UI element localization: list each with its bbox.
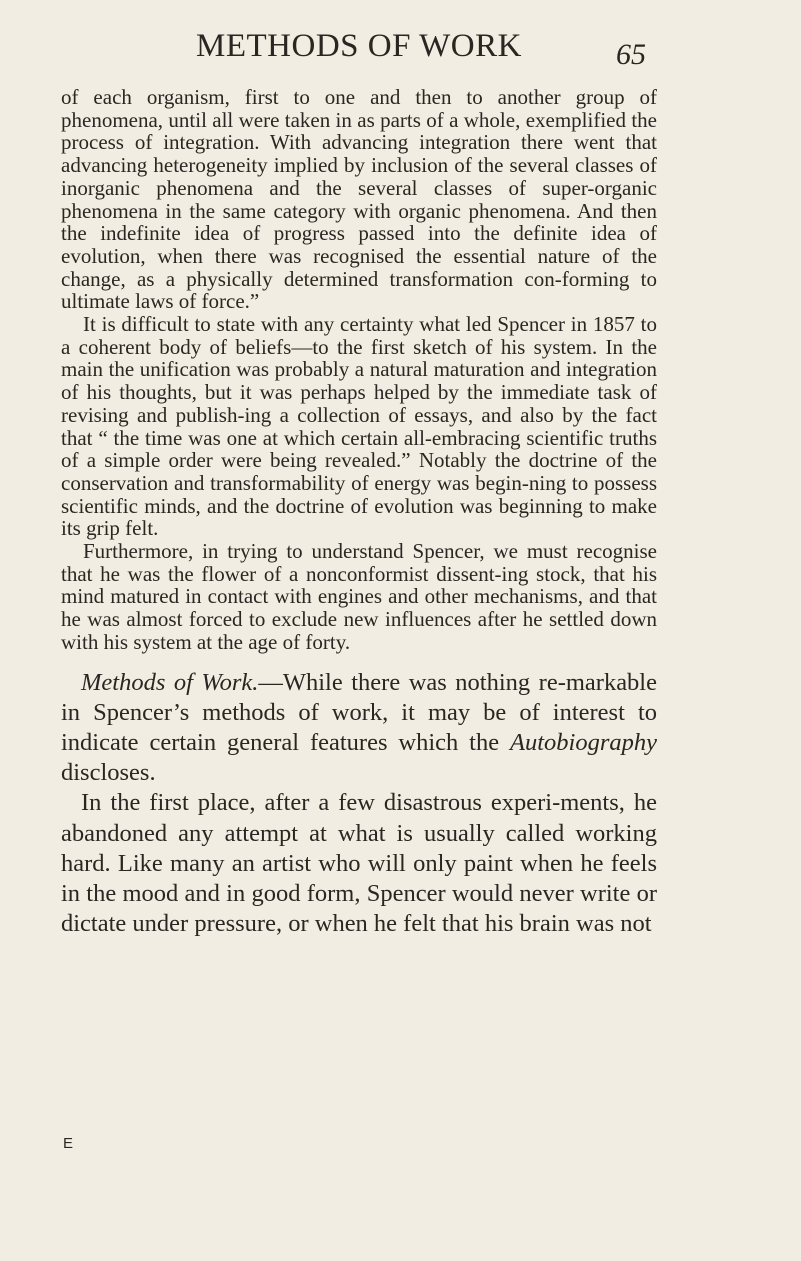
book-title: Autobiography bbox=[510, 728, 657, 756]
paragraph-5: In the first place, after a few disastrous experi-ments, he abandoned any attempt at what is usually called working hard. Like many an artist who will only paint when he feels in the mood and in good form, Spencer would never write or dictate under pressure, or when he felt that his brain was not bbox=[61, 789, 657, 938]
paragraph-2: It is difficult to state with any certainty what led Spencer in 1857 to a coherent body of beliefs—to the first sketch of his system. In the main the unification was probably a natural maturation and integration of his thoughts, but it was perhaps helped by the immediate task of revising and publish-ing a collection of essays, and also by the fact that “ the time was one at which certain all-embracing scientific truths of a simple order were being revealed.” Notably the doctrine of the conservation and transformability of energy was begin-ning to possess scientific minds, and the doctrine of evolution was beginning to make its grip felt. bbox=[61, 312, 657, 541]
paragraph-1: of each organism, first to one and then to another group of phenomena, until all were taken in as parts of a whole, exemplified the process of integration. With advancing integration there went that advancing heterogeneity implied by inclusion of the several classes of inorganic phenomena and the several classes of super-organic phenomena in the same category with organic phenomena. And then the indefinite idea of progress passed into the definite idea of evolution, when there was recognised the essential nature of the change, as a physically determined transformation con-forming to ultimate laws of force.” bbox=[61, 85, 657, 314]
running-head bbox=[0, 28, 801, 71]
body-text bbox=[61, 86, 657, 939]
running-head-title: METHODS OF WORK bbox=[196, 28, 522, 64]
paragraph-4-text: —While there was nothing re-markable in Spencer’s methods of work, it may be of interest to indicate certain general features which the bbox=[61, 668, 657, 756]
paragraph-3: Furthermore, in trying to understand Spencer, we must recognise that he was the flower of a nonconformist dissent-ing stock, that his mind matured in contact with engines and other mechanisms, and that he was almost forced to exclude new influences after he settled down with his system at the age of forty. bbox=[61, 539, 657, 654]
paragraph-4 bbox=[61, 668, 657, 789]
signature-mark: E bbox=[63, 1135, 74, 1152]
section-heading: Methods of Work. bbox=[81, 668, 259, 696]
paragraph-4-text-end: discloses. bbox=[61, 759, 156, 787]
page-number: 65 bbox=[616, 38, 646, 71]
